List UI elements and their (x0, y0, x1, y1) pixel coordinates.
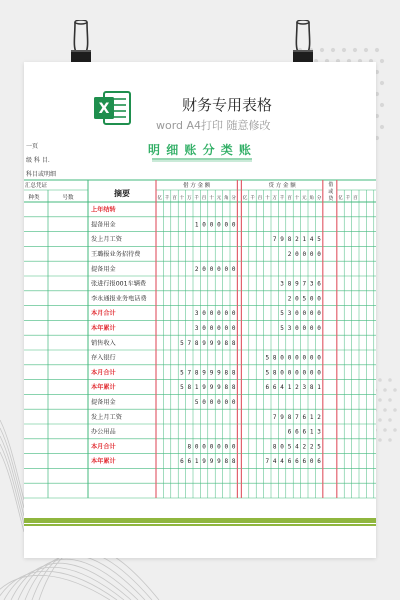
digit-unit-label: 十 (294, 196, 300, 201)
row-summary: 发上月工资 (91, 413, 122, 421)
amount-digit: 1 (194, 221, 199, 229)
amount-digit: 3 (287, 325, 292, 332)
row-summary: 本年累计 (91, 458, 116, 466)
amount-digit: 0 (295, 310, 299, 318)
amount-digit: 8 (224, 369, 229, 377)
amount-digit: 8 (287, 413, 292, 421)
amount-digit: 2 (295, 236, 299, 244)
row-summary: 提备用金 (91, 399, 116, 406)
amount-digit: 0 (209, 310, 214, 318)
digit-unit-label: 百 (287, 196, 292, 201)
row-summary: 本月合计 (91, 310, 116, 318)
amount-digit: 5 (280, 310, 284, 318)
digit-unit-label: 万 (186, 196, 192, 201)
header-dc-char: 或 (328, 189, 334, 195)
amount-digit: 1 (194, 384, 199, 392)
amount-digit: 9 (202, 384, 206, 392)
amount-digit: 4 (280, 384, 284, 392)
digit-unit-label: 分 (316, 196, 322, 201)
amount-digit: 9 (280, 236, 284, 244)
amount-digit: 6 (287, 458, 292, 466)
amount-digit: 0 (224, 310, 229, 318)
amount-digit: 0 (317, 295, 321, 303)
amount-digit: 9 (202, 339, 206, 347)
amount-digit: 3 (302, 384, 307, 392)
amount-digit: 0 (280, 369, 284, 377)
amount-digit: 6 (287, 428, 292, 436)
amount-digit: 8 (231, 384, 236, 392)
digit-unit-label: 十 (179, 196, 185, 201)
row-summary: 上年结转 (91, 206, 116, 214)
ledger-meta-line: 一页 (26, 143, 39, 150)
amount-digit: 0 (209, 399, 214, 406)
amount-digit: 7 (265, 458, 270, 466)
amount-digit: 0 (202, 221, 206, 229)
amount-digit: 2 (295, 384, 299, 392)
amount-digit: 0 (295, 325, 299, 332)
amount-digit: 0 (317, 354, 321, 362)
amount-digit: 7 (272, 236, 277, 244)
amount-digit: 8 (309, 384, 314, 392)
amount-digit: 0 (224, 265, 229, 273)
row-summary: 发上月工资 (91, 236, 122, 244)
bottom-bar-thin (24, 524, 376, 526)
amount-digit: 0 (231, 325, 236, 332)
amount-digit: 8 (272, 443, 277, 451)
amount-digit: 0 (217, 399, 221, 406)
amount-digit: 9 (209, 369, 214, 377)
amount-digit: 0 (202, 443, 206, 451)
amount-digit: 0 (209, 265, 214, 273)
amount-digit: 8 (231, 369, 236, 377)
row-summary: 李永通报业务电话费 (91, 295, 147, 303)
row-summary: 提备用金 (91, 265, 116, 273)
amount-digit: 8 (287, 280, 292, 288)
amount-digit: 3 (194, 310, 199, 318)
amount-digit: 0 (202, 310, 206, 318)
amount-digit: 3 (280, 280, 284, 288)
amount-digit: 0 (309, 310, 314, 318)
amount-digit: 0 (309, 295, 314, 303)
amount-digit: 9 (202, 369, 206, 377)
amount-digit: 8 (187, 384, 192, 392)
amount-digit: 0 (209, 221, 214, 229)
amount-digit: 0 (202, 325, 206, 332)
amount-digit: 0 (231, 265, 236, 273)
amount-digit: 9 (217, 369, 221, 377)
amount-digit: 2 (302, 443, 307, 451)
amount-digit: 8 (231, 339, 236, 347)
amount-digit: 0 (309, 458, 314, 466)
amount-digit: 5 (302, 295, 307, 303)
digit-unit-label: 角 (309, 196, 315, 201)
amount-digit: 8 (194, 339, 199, 347)
amount-digit: 0 (217, 310, 221, 318)
amount-digit: 8 (272, 369, 277, 377)
amount-digit: 0 (309, 325, 314, 332)
amount-digit: 8 (224, 458, 229, 466)
amount-digit: 0 (280, 354, 284, 362)
amount-digit: 4 (272, 458, 277, 466)
amount-digit: 9 (217, 339, 221, 347)
digit-unit-label: 千 (279, 196, 285, 201)
digit-unit-label: 十 (209, 196, 214, 201)
bottom-bar (24, 518, 376, 523)
excel-icon (92, 88, 132, 128)
header-debit: 借 方 金 额 (183, 183, 211, 189)
amount-digit: 5 (317, 236, 321, 244)
digit-unit-label: 亿 (338, 196, 343, 201)
amount-digit: 0 (231, 443, 236, 451)
header-type: 种类 (28, 195, 40, 201)
amount-digit: 0 (295, 295, 299, 303)
amount-digit: 5 (180, 384, 184, 392)
amount-digit: 6 (302, 458, 307, 466)
amount-digit: 9 (217, 384, 221, 392)
amount-digit: 8 (194, 369, 199, 377)
amount-digit: 0 (231, 310, 236, 318)
amount-digit: 0 (295, 354, 299, 362)
ledger-title: 明 细 账 分 类 账 (148, 143, 252, 157)
amount-digit: 3 (309, 280, 314, 288)
amount-digit: 7 (272, 413, 277, 421)
digit-unit-label: 角 (223, 196, 229, 201)
amount-digit: 0 (287, 369, 292, 377)
amount-digit: 5 (265, 354, 270, 362)
amount-digit: 7 (302, 280, 307, 288)
amount-digit: 4 (295, 443, 299, 451)
svg-text:X: X (98, 101, 110, 117)
amount-digit: 9 (209, 384, 214, 392)
amount-digit: 0 (302, 310, 307, 318)
amount-digit: 1 (287, 384, 292, 392)
row-summary: 本年累计 (91, 325, 116, 332)
amount-digit: 0 (317, 369, 321, 377)
amount-digit: 0 (217, 443, 221, 451)
digit-unit-label: 亿 (157, 196, 163, 201)
amount-digit: 6 (187, 458, 192, 466)
amount-digit: 0 (217, 221, 221, 229)
header-voucher: 汇总凭证 (24, 183, 48, 189)
paper-sheet (24, 62, 376, 558)
amount-digit: 0 (224, 221, 229, 229)
amount-digit: 1 (309, 428, 314, 436)
amount-digit: 0 (302, 251, 307, 258)
amount-digit: 0 (224, 325, 229, 332)
amount-digit: 1 (302, 236, 307, 244)
amount-digit: 0 (231, 221, 236, 229)
digit-unit-label: 百 (352, 196, 358, 201)
digit-unit-label: 元 (216, 196, 222, 201)
row-summary: 本年累计 (91, 384, 116, 392)
amount-digit: 0 (309, 354, 314, 362)
row-summary: 销售收入 (91, 339, 116, 347)
digit-unit-label: 千 (194, 196, 200, 201)
amount-digit: 9 (209, 458, 214, 466)
amount-digit: 5 (317, 443, 321, 451)
ledger-meta-line: 级 科 目. (26, 157, 50, 164)
amount-digit: 3 (287, 310, 292, 318)
amount-digit: 0 (194, 443, 199, 451)
amount-digit: 3 (317, 428, 321, 436)
binder-clip-left (70, 20, 92, 66)
amount-digit: 7 (187, 369, 192, 377)
header-dc-char: 贷 (328, 196, 334, 202)
amount-digit: 1 (309, 413, 314, 421)
amount-digit: 0 (302, 325, 307, 332)
header-summary: 摘要 (114, 189, 130, 198)
amount-digit: 0 (317, 310, 321, 318)
amount-digit: 1 (317, 384, 321, 392)
row-summary: 本月合计 (91, 443, 116, 451)
document-title: 财务专用表格 (182, 96, 273, 114)
amount-digit: 5 (280, 325, 284, 332)
binder-clip-right (292, 20, 314, 66)
header-no: 号数 (62, 195, 74, 201)
amount-digit: 4 (309, 236, 314, 244)
amount-digit: 0 (309, 369, 314, 377)
amount-digit: 0 (202, 399, 206, 406)
amount-digit: 0 (209, 443, 214, 451)
amount-digit: 2 (317, 413, 321, 421)
digit-unit-label: 百 (172, 196, 177, 201)
amount-digit: 7 (295, 413, 299, 421)
amount-digit: 6 (317, 280, 321, 288)
row-summary: 本月合计 (91, 369, 116, 377)
amount-digit: 0 (224, 399, 229, 406)
amount-digit: 2 (287, 251, 292, 258)
amount-digit: 6 (302, 428, 307, 436)
row-summary: 存入银行 (91, 354, 116, 362)
amount-digit: 0 (317, 325, 321, 332)
digit-unit-label: 百 (201, 196, 207, 201)
amount-digit: 8 (287, 236, 292, 244)
amount-digit: 0 (280, 443, 284, 451)
amount-digit: 0 (295, 369, 299, 377)
amount-digit: 5 (180, 369, 184, 377)
amount-digit: 5 (287, 443, 292, 451)
amount-digit: 8 (272, 354, 277, 362)
amount-digit: 6 (302, 413, 307, 421)
amount-digit: 0 (295, 251, 299, 258)
amount-digit: 9 (209, 339, 214, 347)
amount-digit: 0 (224, 443, 229, 451)
ledger-meta-line: 科目或明细 (26, 171, 57, 178)
amount-digit: 0 (231, 399, 236, 406)
amount-digit: 2 (287, 295, 292, 303)
amount-digit: 9 (202, 458, 206, 466)
digit-unit-label: 万 (272, 196, 278, 201)
amount-digit: 3 (194, 325, 199, 332)
amount-digit: 6 (295, 458, 299, 466)
amount-digit: 5 (194, 399, 199, 406)
amount-digit: 7 (187, 339, 192, 347)
row-summary: 提备用金 (91, 221, 116, 229)
amount-digit: 0 (287, 354, 292, 362)
amount-digit: 5 (180, 339, 184, 347)
amount-digit: 6 (180, 458, 184, 466)
digit-unit-label: 千 (250, 196, 255, 201)
amount-digit: 0 (302, 369, 307, 377)
amount-digit: 8 (224, 384, 229, 392)
amount-digit: 9 (217, 458, 221, 466)
amount-digit: 9 (280, 413, 284, 421)
amount-digit: 0 (309, 251, 314, 258)
amount-digit: 8 (231, 458, 236, 466)
digit-unit-label: 十 (264, 196, 270, 201)
amount-digit: 5 (265, 369, 270, 377)
amount-digit: 0 (317, 251, 321, 258)
amount-digit: 0 (202, 265, 206, 273)
header-credit: 贷 方 金 额 (268, 183, 296, 189)
document-subtitle: word A4打印 随意修改 (156, 119, 271, 132)
amount-digit: 2 (194, 265, 199, 273)
row-summary: 张进行报001车辆费 (91, 280, 147, 288)
amount-digit: 9 (295, 280, 299, 288)
amount-digit: 8 (187, 443, 192, 451)
amount-digit: 6 (265, 384, 270, 392)
digit-unit-label: 百 (257, 196, 263, 201)
amount-digit: 4 (280, 458, 284, 466)
digit-unit-label: 分 (231, 196, 237, 201)
amount-digit: 0 (217, 265, 221, 273)
digit-unit-label: 千 (345, 196, 351, 201)
digit-unit-label: 元 (301, 196, 307, 201)
amount-digit: 0 (209, 325, 214, 332)
digit-unit-label: 亿 (242, 196, 248, 201)
amount-digit: 1 (194, 458, 199, 466)
row-summary: 王璐报业务招待费 (91, 251, 141, 258)
row-summary: 办公用品 (91, 428, 116, 436)
amount-digit: 2 (309, 443, 314, 451)
digit-unit-label: 千 (164, 196, 170, 201)
header-dc-char: 借 (328, 182, 334, 188)
ledger-table (24, 138, 376, 558)
amount-digit: 0 (217, 325, 221, 332)
amount-digit: 6 (317, 458, 321, 466)
amount-digit: 6 (295, 428, 299, 436)
amount-digit: 6 (272, 384, 277, 392)
amount-digit: 8 (224, 339, 229, 347)
header (24, 62, 376, 136)
amount-digit: 0 (302, 354, 307, 362)
